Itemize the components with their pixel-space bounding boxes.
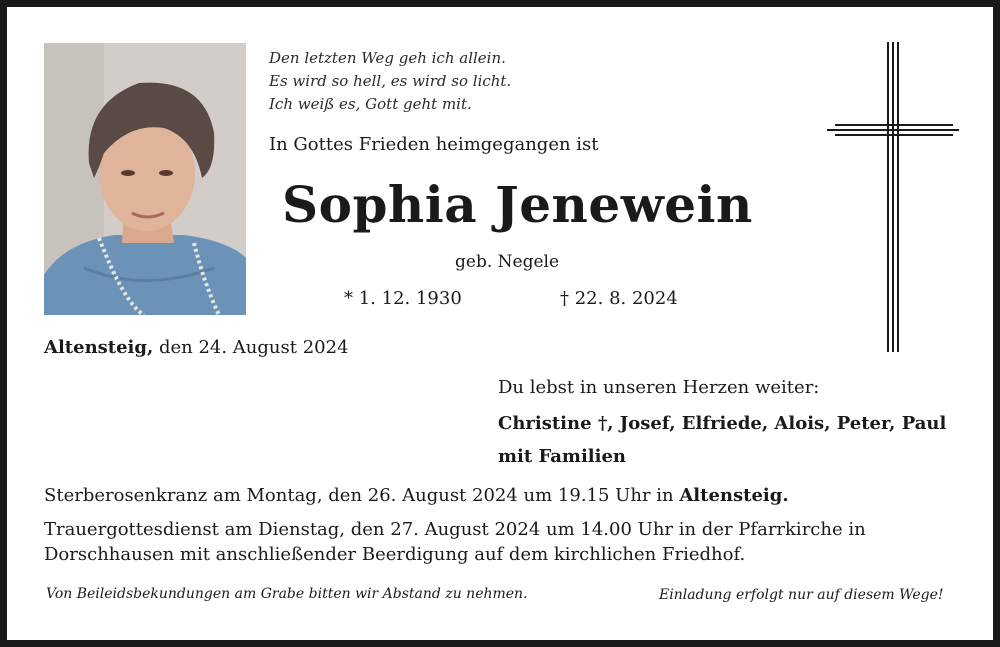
mourners xyxy=(498,407,968,473)
condolence-note: Von Beileidsbekundungen am Grabe bitten wir Abstand zu nehmen. xyxy=(46,586,528,602)
mass-line: Trauergottesdienst am Dienstag, den 27. August 2024 um 14.00 Uhr in der Pfarrkirche in xyxy=(44,519,866,540)
funeral-mass-notice xyxy=(44,517,964,567)
mass-line: Dorschhausen mit anschließender Beerdigung auf dem kirchlichen Friedhof. xyxy=(44,544,746,565)
portrait-illustration xyxy=(44,43,246,315)
mourners-line: mit Familien xyxy=(498,446,627,467)
place-date xyxy=(44,337,349,358)
place-name: Altensteig, xyxy=(44,337,154,358)
intro-text: In Gottes Frieden heimgegangen ist xyxy=(269,134,599,155)
verse-line: Ich weiß es, Gott geht mit. xyxy=(269,95,472,113)
date-text: den 24. August 2024 xyxy=(153,337,349,358)
death-date: † 22. 8. 2024 xyxy=(560,288,678,309)
maiden-name: geb. Negele xyxy=(455,252,560,272)
birth-date: * 1. 12. 1930 xyxy=(344,288,462,309)
farewell-text: Du lebst in unseren Herzen weiter: xyxy=(498,377,820,398)
mourners-line: Christine †, Josef, Elfriede, Alois, Peter, Paul xyxy=(498,413,947,434)
rosary-place: Altensteig. xyxy=(679,485,789,506)
rosary-text: Sterberosenkranz am Montag, den 26. August 2024 um 19.15 Uhr in xyxy=(44,485,680,506)
rosary-notice xyxy=(44,485,789,506)
deceased-name: Sophia Jenewein xyxy=(282,175,753,234)
verse-line: Es wird so hell, es wird so licht. xyxy=(269,72,512,90)
verse xyxy=(269,47,511,116)
latin-cross-icon xyxy=(827,42,959,352)
portrait-photo xyxy=(44,43,246,315)
verse-line: Den letzten Weg geh ich allein. xyxy=(269,49,506,67)
invitation-note: Einladung erfolgt nur auf diesem Wege! xyxy=(659,587,944,603)
